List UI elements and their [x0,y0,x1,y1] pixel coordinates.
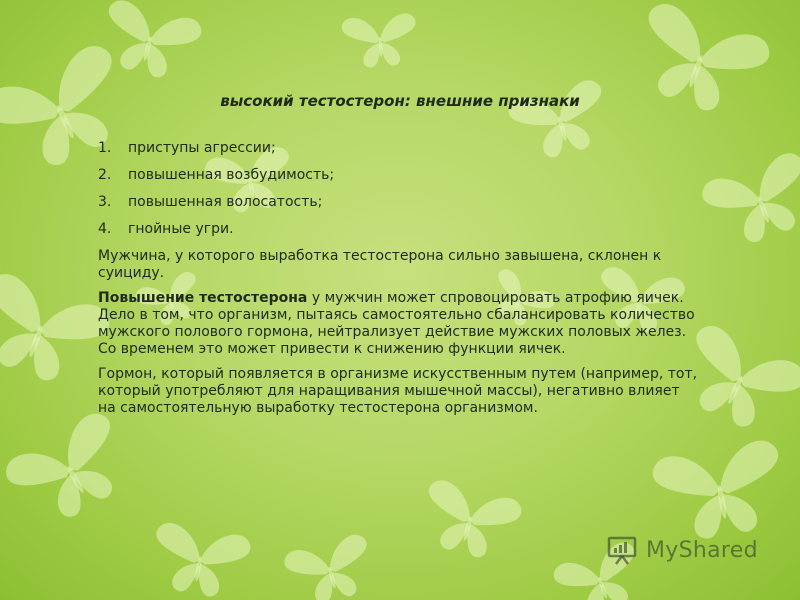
paragraph-testicular-atrophy [98,290,698,358]
myshared-watermark [606,534,758,566]
symptoms-list [98,140,698,238]
list-item [98,140,698,157]
list-item-number: 2. [98,167,112,183]
list-item-text: приступы агрессии; [128,140,276,156]
slide-content [98,140,698,425]
list-item-number: 1. [98,140,112,156]
list-item [98,221,698,238]
list-item-text: гнойные угри. [128,221,234,237]
list-item-text: повышенная возбудимость; [128,167,335,183]
paragraph-body: у мужчин может спровоцировать атрофию яичек. Дело в том, что организм, пытаясь самостоятельно сбалансировать количество мужского полового гормона, нейтрализует действие мужских половых желез. Со временем это может привести к снижению функции яичек. [98,290,695,357]
list-item [98,194,698,211]
slide-title: высокий тестостерон: внешние признаки [220,92,580,110]
list-item-number: 4. [98,221,112,237]
watermark-text: MyShared [646,537,758,563]
paragraph-bold-lead: Повышение тестостерона [98,290,308,306]
list-item [98,167,698,184]
list-item-number: 3. [98,194,112,210]
paragraph-suicide-risk: Мужчина, у которого выработка тестостерона сильно завышена, склонен к суициду. [98,248,662,281]
list-item-text: повышенная волосатость; [128,194,323,210]
presentation-board-icon [606,534,638,566]
paragraph-artificial-hormone: Гормон, который появляется в организме искусственным путем (например, тот, который употребляют для наращивания мышечной массы), негативно влияет на самостоятельную выработку тестостерона организмом. [98,366,698,416]
